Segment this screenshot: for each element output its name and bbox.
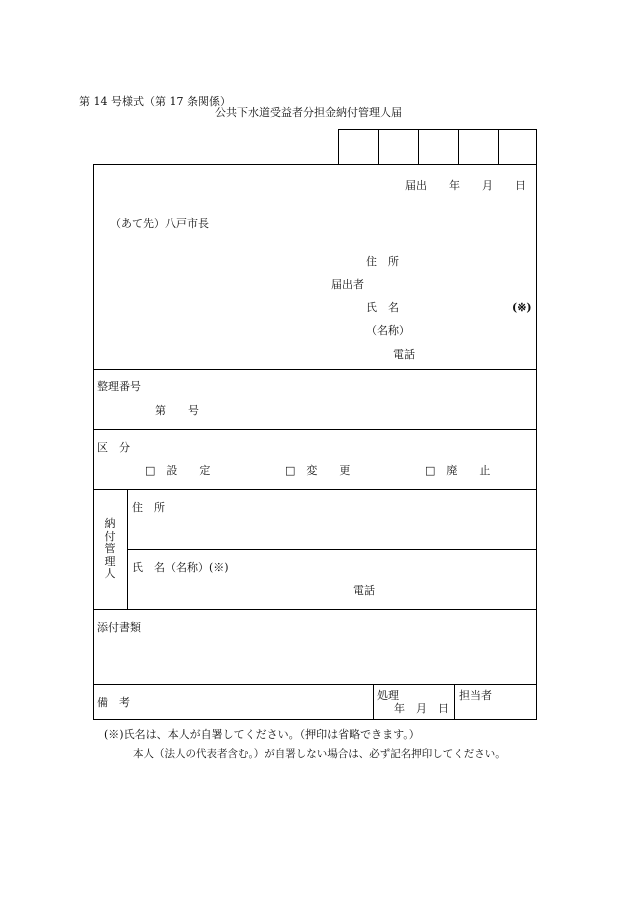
side-char: 管 <box>104 542 116 556</box>
addressee: （あて先）八戸市長 <box>110 217 209 230</box>
notifier-phone-label: 電話 <box>393 348 415 361</box>
footer-divider <box>373 684 374 720</box>
attachments-label: 添付書類 <box>97 621 141 634</box>
divider <box>93 429 537 430</box>
reference-number-value: 第 号 <box>155 404 199 417</box>
form-number: 第 14 号様式（第 17 条関係） <box>79 95 231 108</box>
category-option-change[interactable]: □ 変 更 <box>285 464 351 477</box>
signature-mark: (※) <box>512 301 532 314</box>
payment-agent-side-label <box>103 518 117 581</box>
side-char: 理 <box>104 554 116 568</box>
side-char: 納 <box>104 517 116 530</box>
processing-label: 処理 <box>377 689 399 702</box>
notifier-name-label: 氏 名 <box>366 301 399 314</box>
code-box-4[interactable] <box>458 129 499 165</box>
category-option-setup[interactable]: □ 設 定 <box>145 464 211 477</box>
side-char: 付 <box>104 529 116 543</box>
category-label: 区 分 <box>97 441 130 454</box>
remarks-label: 備 考 <box>97 696 130 709</box>
code-box-1[interactable] <box>338 129 379 165</box>
divider <box>127 549 537 550</box>
date-label: 届出 年 月 日 <box>405 179 526 192</box>
divider <box>93 369 537 370</box>
code-box-5[interactable] <box>498 129 537 165</box>
form-title: 公共下水道受益者分担金納付管理人届 <box>215 106 402 119</box>
staff-label: 担当者 <box>459 689 492 702</box>
processing-date: 年 月 日 <box>394 702 449 715</box>
notifier-label: 届出者 <box>331 278 364 291</box>
agent-side-divider <box>127 489 128 609</box>
reference-number-label: 整理番号 <box>97 380 141 393</box>
notifier-org-name-label: （名称） <box>366 324 410 337</box>
form-frame <box>93 164 537 720</box>
divider <box>93 684 537 685</box>
code-box-3[interactable] <box>418 129 459 165</box>
note-line-2: 本人（法人の代表者含む。）が自署しない場合は、必ず記名押印してください。 <box>133 748 506 760</box>
notifier-address-label: 住 所 <box>366 255 399 268</box>
footer-divider <box>454 684 455 720</box>
divider <box>93 609 537 610</box>
agent-phone-label: 電話 <box>353 584 375 597</box>
agent-name-label: 氏 名（名称）(※) <box>132 561 229 574</box>
divider <box>93 489 537 490</box>
code-box-2[interactable] <box>378 129 419 165</box>
side-char: 人 <box>104 567 116 581</box>
category-option-abolish[interactable]: □ 廃 止 <box>425 464 491 477</box>
agent-address-label: 住 所 <box>132 501 165 514</box>
note-line-1: (※)氏名は、本人が自署してください。（押印は省略できます。） <box>104 728 420 741</box>
